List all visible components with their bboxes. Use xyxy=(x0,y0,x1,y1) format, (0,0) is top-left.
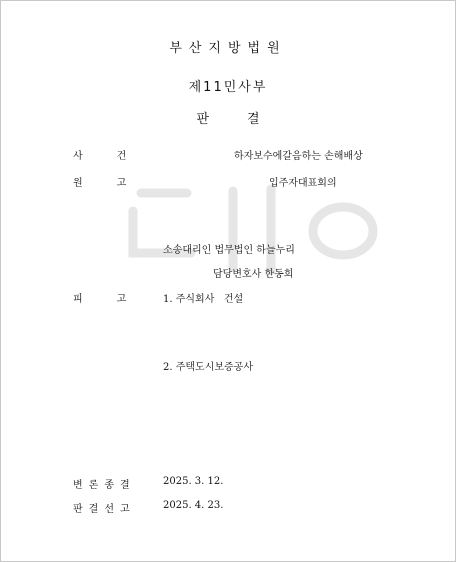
judgment-pronouncement-label: 판 결 선 고 xyxy=(73,504,130,515)
closing-argument-label: 변 론 종 결 xyxy=(73,480,130,491)
closing-argument-date: 2025. 3. 12. xyxy=(163,476,224,487)
case-name: 하자보수에갈음하는 손해배상 xyxy=(234,151,363,162)
case-label: 사 건 xyxy=(73,151,127,162)
court-division: 제11민사부 xyxy=(188,80,268,95)
plaintiff-name: 입주자대표회의 xyxy=(269,178,337,189)
plaintiff-label: 원 고 xyxy=(73,178,127,189)
plaintiff-counsel: 소송대리인 법무법인 하늘누리 xyxy=(163,245,295,256)
document-type-title: 판결 xyxy=(196,112,298,127)
judgment-pronouncement-date: 2025. 4. 23. xyxy=(163,500,224,511)
defendant-label: 피 고 xyxy=(73,294,127,305)
defendant-party-1: 1. 주식회사 건설 xyxy=(163,294,244,305)
court-name: 부산지방법원 xyxy=(169,41,287,56)
defendant-party-2: 2. 주택도시보증공사 xyxy=(163,362,253,373)
plaintiff-attorney: 담당변호사 한동희 xyxy=(213,269,294,280)
